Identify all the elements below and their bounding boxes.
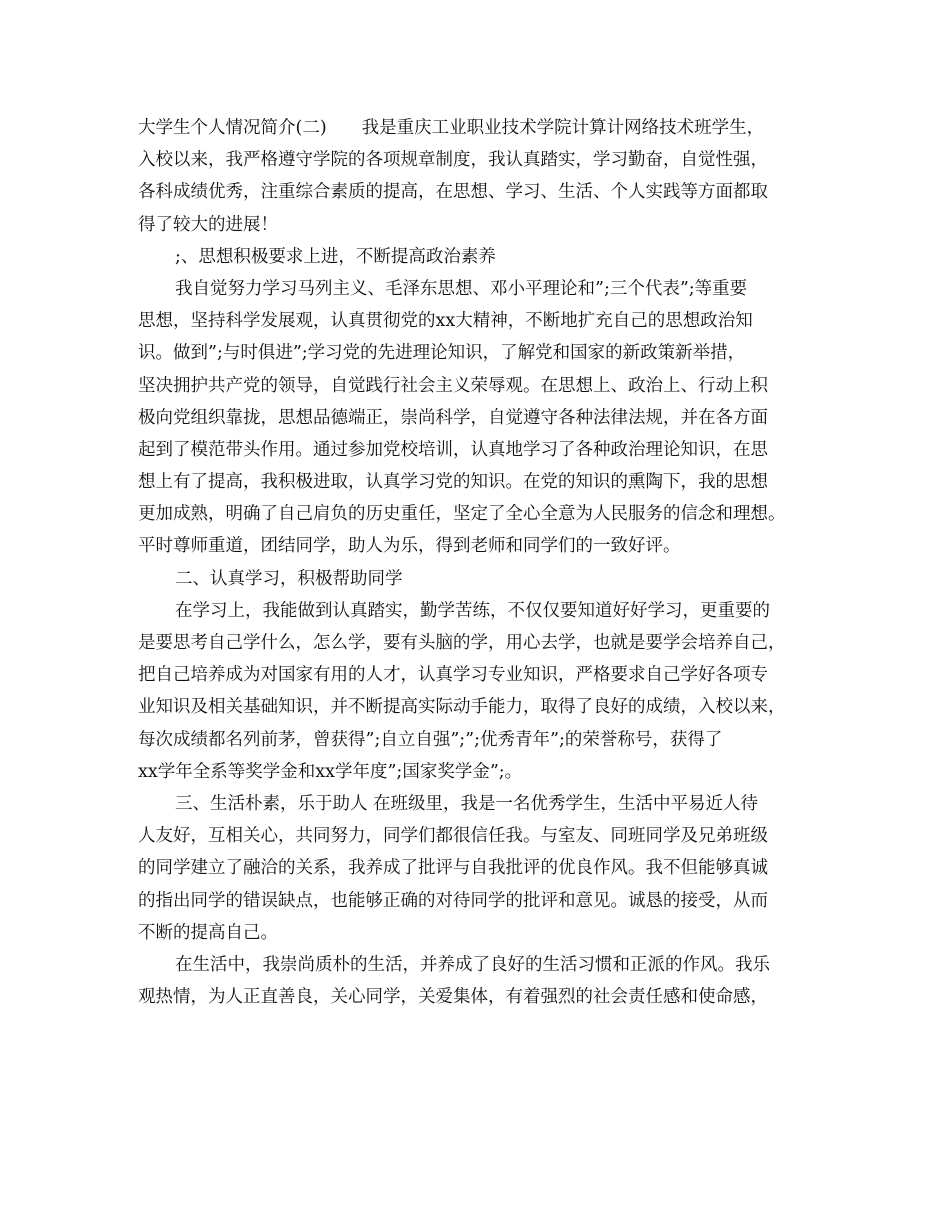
paragraph-line: 极向党组织靠拢，思想品德端正，崇尚科学，自觉遵守各种法律法规，并在各方面 [138,407,768,428]
section-heading: 二、认真学习，积极帮助同学 [175,568,403,589]
paragraph-line: 坚决拥护共产党的领导，自觉践行社会主义荣辱观。在思想上、政治上、行动上积 [138,375,768,396]
paragraph-line: 想上有了提高，我积极进取，认真学习党的知识。在党的知识的熏陶下，我的思想 [138,472,768,493]
paragraph-line: xx学年全系等奖学金和xx学年度”;国家奖学金”;。 [138,761,523,782]
paragraph-line: 的指出同学的错误缺点，也能够正确的对待同学的批评和意见。诚恳的接受，从而 [138,890,768,911]
paragraph-line: 把自己培养成为对国家有用的人才，认真学习专业知识，严格要求自己学好各项专 [138,665,768,686]
paragraph-line: 的同学建立了融洽的关系，我养成了批评与自我批评的优良作风。我不但能够真诚 [138,858,768,879]
paragraph-line: 人友好，互相关心，共同努力，同学们都很信任我。与室友、同班同学及兄弟班级 [138,826,768,847]
paragraph-line: 入校以来，我严格遵守学院的各项规章制度，我认真踏实，学习勤奋，自觉性强， [138,150,768,171]
paragraph-line: 思想，坚持科学发展观，认真贯彻党的xx大精神，不断地扩充自己的思想政治知 [138,311,753,332]
document-title-line: 大学生个人情况简介(二) 我是重庆工业职业技术学院计算计网络技术班学生， [138,118,765,138]
paragraph-line: 观热情，为人正直善良，关心同学，关爱集体，有着强烈的社会责任感和使命感， [138,987,768,1008]
section-heading: ;、思想积极要求上进，不断提高政治素养 [175,246,496,267]
paragraph-line: 不断的提高自己。 [138,922,278,943]
section-heading-line: 三、生活朴素，乐于助人 在班级里，我是一名优秀学生，生活中平易近人待 [175,793,759,814]
paragraph-line: 各科成绩优秀，注重综合素质的提高，在思想、学习、生活、个人实践等方面都取 [138,182,768,203]
paragraph-line: 我自觉努力学习马列主义、毛泽东思想、邓小平理论和”;三个代表”;等重要 [175,278,748,299]
paragraph-line: 更加成熟，明确了自己肩负的历史重任，坚定了全心全意为人民服务的信念和理想。 [138,504,786,525]
paragraph-line: 业知识及相关基础知识，并不断提高实际动手能力，取得了良好的成绩，入校以来， [138,697,786,718]
paragraph-line: 得了较大的进展！ [138,214,278,235]
paragraph-line: 每次成绩都名列前茅，曾获得”;自立自强”;”;优秀青年”;的荣誉称号，获得了 [138,729,723,750]
paragraph-line: 起到了模范带头作用。通过参加党校培训，认真地学习了各种政治理论知识，在思 [138,439,768,460]
paragraph-line: 识。做到”;与时俱进”;学习党的先进理论知识，了解党和国家的新政策新举措， [138,343,746,364]
document-body [138,112,838,1016]
paragraph-line: 在学习上，我能做到认真踏实，勤学苦练，不仅仅要知道好好学习，更重要的 [175,600,770,621]
paragraph-line: 是要思考自己学什么，怎么学，要有头脑的学，用心去学，也就是要学会培养自己， [138,633,786,653]
paragraph-line: 平时尊师重道，团结同学，助人为乐，得到老师和同学们的一致好评。 [138,536,681,557]
paragraph-line: 在生活中，我崇尚质朴的生活，并养成了良好的生活习惯和正派的作风。我乐 [175,954,770,975]
